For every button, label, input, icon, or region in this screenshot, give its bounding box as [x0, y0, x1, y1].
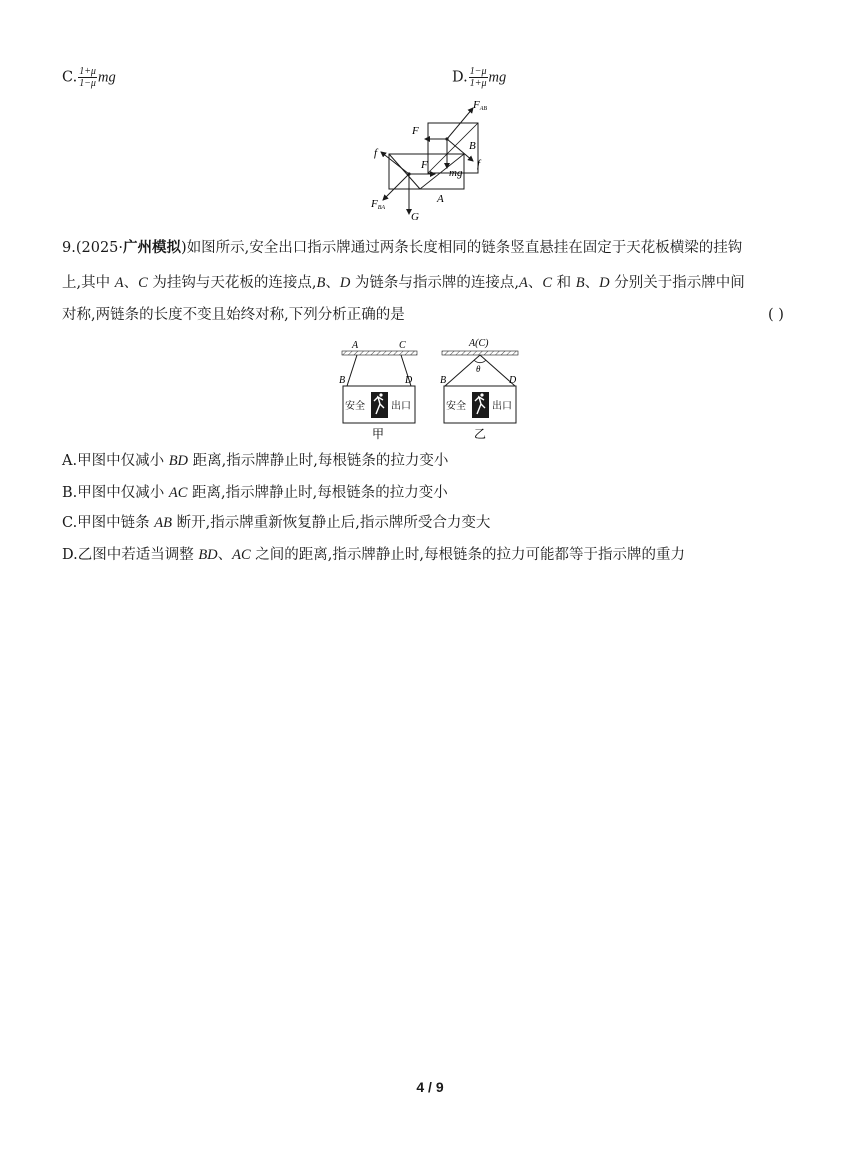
q9-option-b: B.甲图中仅减小 AC 距离,指示牌静止时,每根链条的拉力变小: [62, 485, 448, 501]
label-a: A: [352, 340, 359, 351]
q9-line-1: 9.(2025·广州模拟)如图所示,安全出口指示牌通过两条长度相同的链条竖直悬挂在固定于天花板横梁的挂钩: [62, 239, 743, 256]
answer-bracket: ( ): [768, 307, 784, 323]
label-f-ba: FBA: [371, 198, 386, 211]
q9-option-c: C.甲图中链条 AB 断开,指示牌重新恢复静止后,指示牌所受合力变大: [62, 515, 491, 531]
label-b: B: [339, 375, 346, 386]
fraction: $\frac{1-\mu}{1+\mu}$: [469, 66, 487, 89]
label-a: A: [437, 193, 444, 205]
label-b: B: [469, 140, 476, 152]
label-d: D: [509, 375, 517, 386]
label-g: G: [411, 211, 419, 223]
figure-jia: [339, 340, 417, 441]
caption-jia: 甲: [372, 427, 385, 441]
force-arrow: [381, 152, 409, 174]
label-c: C: [399, 340, 406, 351]
option-letter: C.: [62, 69, 78, 86]
q8-option-c: C. $\frac{1+\mu}{1-\mu}$ mg: [62, 66, 116, 89]
option-letter: D.: [452, 69, 468, 86]
q8-option-d: D. $\frac{1-\mu}{1+\mu}$ mg: [452, 66, 507, 89]
caption-yi: 乙: [474, 427, 487, 441]
question-source: 广州模拟: [123, 239, 182, 256]
figure-yi: [440, 338, 518, 441]
label-b: B: [440, 375, 447, 386]
q9-option-a: A.甲图中仅减小 BD 距离,指示牌静止时,每根链条的拉力变小: [62, 453, 449, 469]
sign-text-right: 出口: [391, 401, 411, 412]
fraction: $\frac{1+\mu}{1-\mu}$: [79, 66, 96, 89]
label-f-upper: F: [412, 125, 419, 137]
page-number: 4 / 9: [416, 1079, 444, 1095]
incline-line: [389, 154, 420, 189]
sign-text-right: 出口: [492, 401, 512, 412]
q9-line-2: 上,其中 A、C 为挂钩与天花板的连接点,B、D 为链条与指示牌的连接点,A、C 和 B、D 分别关于指示牌中间: [62, 275, 745, 291]
label-f-right: f: [477, 158, 481, 170]
label-d: D: [405, 375, 413, 386]
force-diagram: [365, 96, 505, 224]
force-arrow: [383, 174, 409, 200]
sign-diagram: [335, 334, 525, 444]
question-number: 9.: [62, 240, 76, 256]
sign-text-left: 安全: [446, 401, 466, 412]
label-theta: θ: [476, 364, 481, 374]
label-mg: mg: [449, 167, 463, 179]
label-ac: A(C): [469, 338, 489, 349]
q9-option-d: D.乙图中若适当调整 BD、AC 之间的距离,指示牌静止时,每根链条的拉力可能都等于指示牌的重力: [62, 547, 686, 563]
label-f-left: f: [374, 147, 378, 159]
label-f-lower: F: [421, 159, 428, 171]
label-f-ab: FAB: [473, 99, 488, 112]
sign-text-left: 安全: [345, 401, 365, 412]
q9-line-3: 对称,两链条的长度不变且始终对称,下列分析正确的是: [62, 307, 405, 323]
